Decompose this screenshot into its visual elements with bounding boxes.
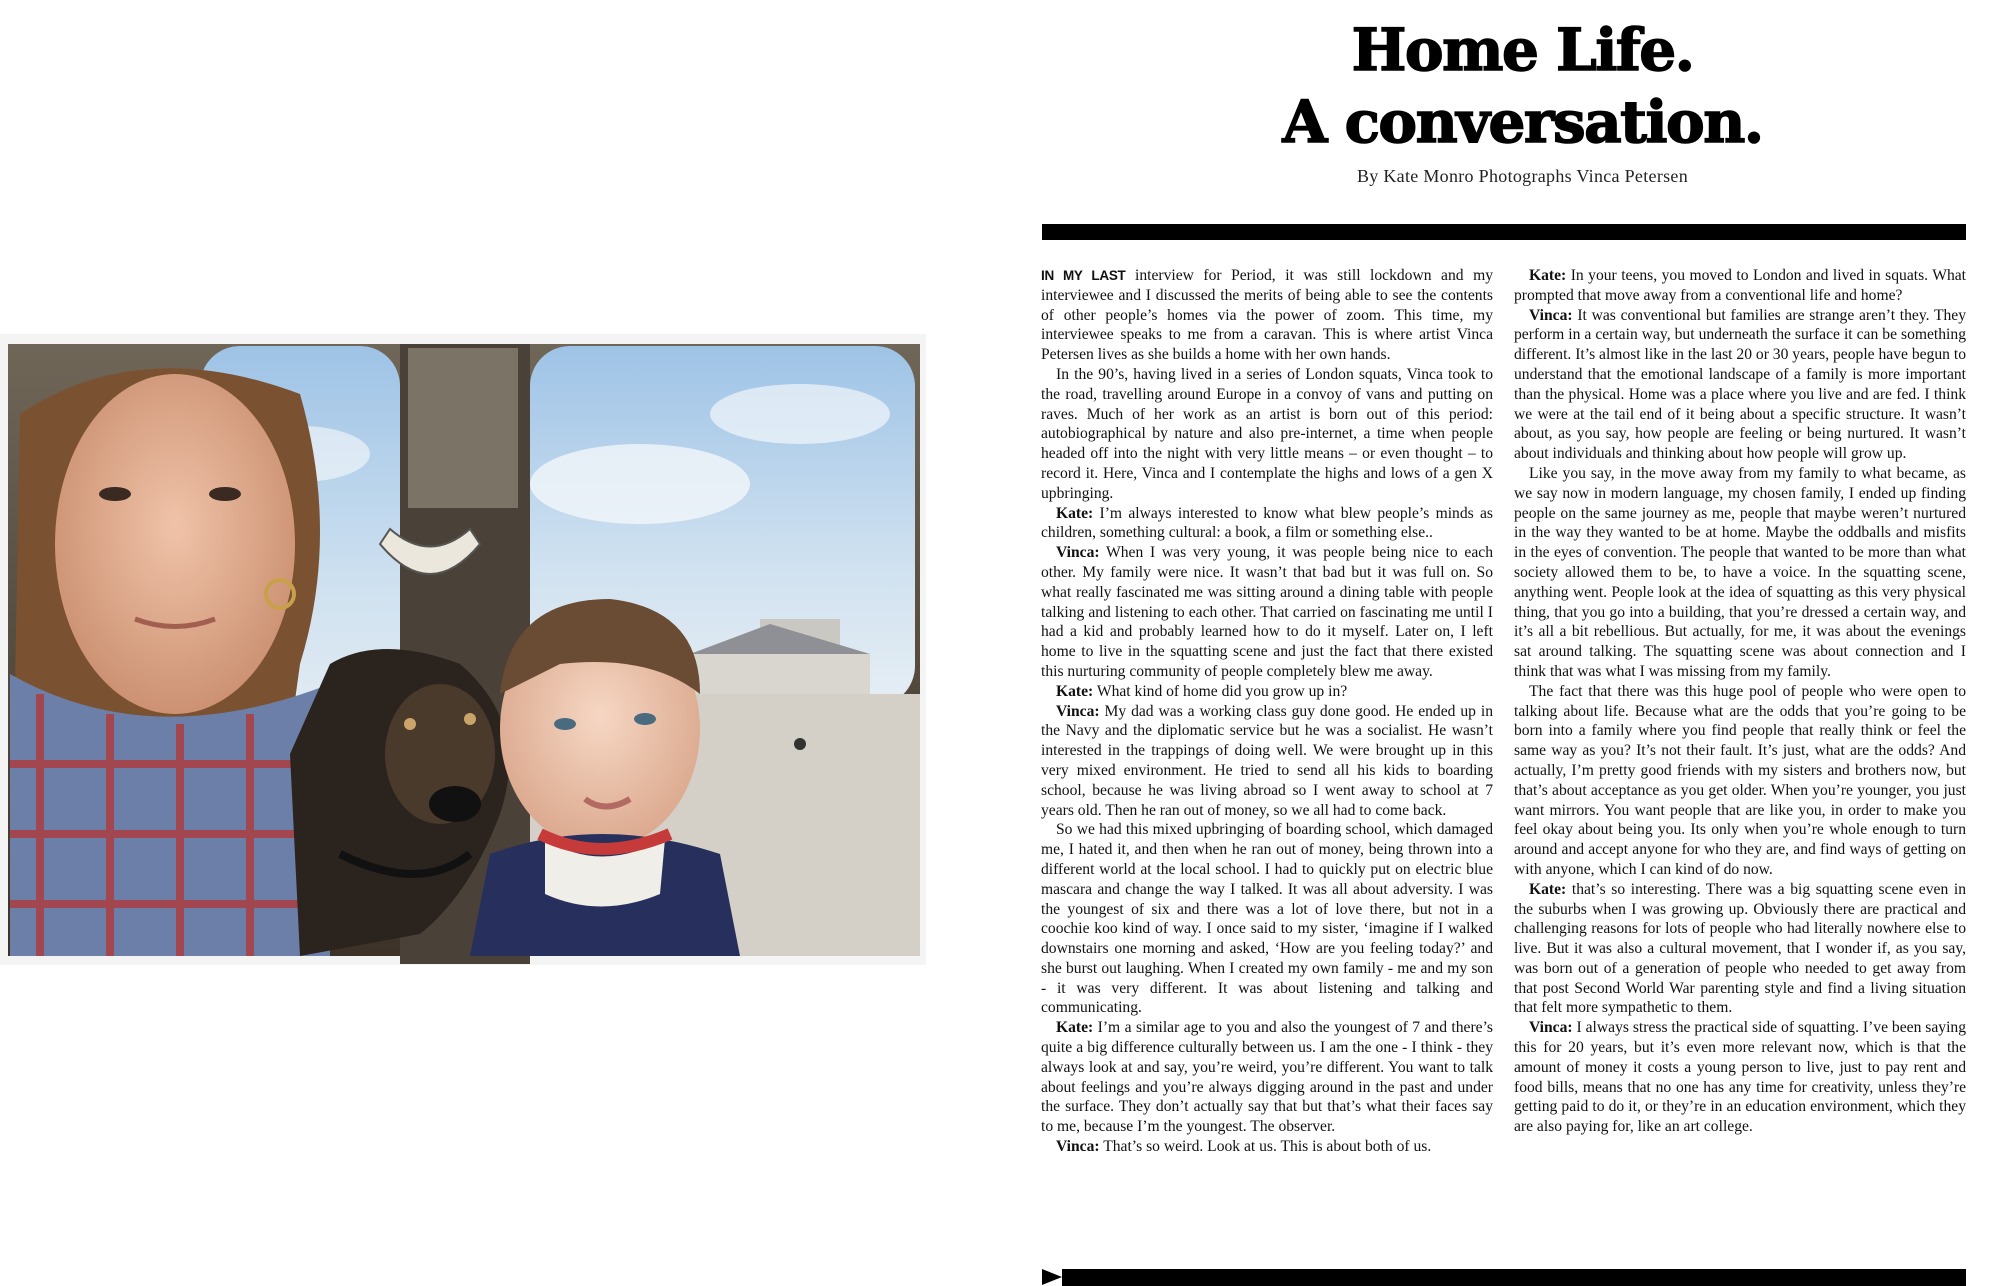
paragraph-text: I’m a similar age to you and also the youngest of 7 and there’s quite a big difference culturally between us. I am the one - I think - they always look at and say, you’re weird, you’re different. You want to talk about feelings and you’re always digging around in the past and under the surface. They don’t actually say that but that’s what their faces say to me, because I’m the youngest. The observer. bbox=[1041, 1019, 1493, 1136]
paragraph bbox=[1041, 702, 1493, 821]
speaker-label: Vinca: bbox=[1529, 306, 1573, 324]
speaker-label: Kate: bbox=[1529, 880, 1567, 898]
paragraph bbox=[1041, 820, 1493, 1018]
title-line-1: Home Life. bbox=[1351, 16, 1694, 84]
speaker-label: Vinca: bbox=[1529, 1019, 1573, 1037]
paragraph bbox=[1041, 682, 1493, 702]
right-text-column bbox=[1514, 266, 1966, 1137]
paragraph-text: I’m always interested to know what blew people’s minds as children, something cultural: a book, a film or something else.. bbox=[1041, 504, 1493, 542]
speaker-label: Kate: bbox=[1529, 267, 1567, 284]
paragraph bbox=[1041, 365, 1493, 504]
speaker-label: Kate: bbox=[1056, 1019, 1094, 1037]
paragraph-text: interview for Period, it was still lockdown and my interviewee and I discussed the merits of being able to see the contents of other people’s homes via the power of zoom. This time, my interviewee speaks to me from a caravan. This is where artist Vinca Petersen lives as she builds a home with her own hands. bbox=[1041, 267, 1493, 364]
speaker-label: Kate: bbox=[1056, 682, 1094, 700]
paragraph bbox=[1041, 543, 1493, 682]
paragraph-text: In your teens, you moved to London and lived in squats. What prompted that move away from a conventional life and home? bbox=[1514, 267, 1966, 304]
paragraph-text: Like you say, in the move away from my family to what became, as we say now in modern language, my chosen family, I ended up finding people on the same journey as me, people that maybe weren’t nurtured in the way they wanted to be at home. Maybe the oddballs and misfits in the eyes of convention. The people that wanted to be more than what society allowed them to be, to have a voice. In the squatting scene, anything went. People look at the idea of squatting as this very physical thing, that you go into a building, that you’re dressed a certain way, and it’s all a bit rebellious. But actually, for me, it was about the evenings sat around talking. The squatting scene was about connection and I think that was what I was missing from my family. bbox=[1514, 464, 1966, 680]
paragraph bbox=[1514, 880, 1966, 1019]
speaker-label: Kate: bbox=[1056, 504, 1094, 522]
bottom-divider-bar bbox=[1042, 1269, 1966, 1286]
paragraph-text: What kind of home did you grow up in? bbox=[1093, 682, 1348, 700]
paragraph bbox=[1514, 306, 1966, 464]
paragraph-text: That’s so weird. Look at us. This is about both of us. bbox=[1099, 1138, 1432, 1156]
paragraph bbox=[1041, 504, 1493, 544]
article-photograph bbox=[0, 334, 926, 965]
speaker-label: Vinca: bbox=[1056, 544, 1100, 562]
paragraph-text: So we had this mixed upbringing of boarding school, which damaged me, I hated it, and then when he ran out of money, being thrown into a different world at the local school. I had to quickly put on electric blue mascara and change the way I talked. It was all about adversity. I was the youngest of six and there was a lot of love there, but not in a coochie koo kind of way. I once said to my sister, ‘imagine if I walked downstairs one morning and asked, ‘How are you feeling today?’ and she burst out laughing. When I created my own family - me and my son - it was very different. It was about listening and talking and communicating. bbox=[1041, 821, 1493, 1017]
paragraph-text: that’s so interesting. There was a big squatting scene even in the suburbs when I was growing up. Obviously there are practical and challenging reasons for lots of people who had literally nowhere else to live. But it was also a cultural movement, that I wonder if, as you say, was born out of a generation of people who needed to get away from that post Second World War parenting style and find a living situation that felt more sympathetic to them. bbox=[1514, 880, 1966, 1017]
photo-illustration bbox=[0, 334, 926, 965]
paragraph-text: In the 90’s, having lived in a series of London squats, Vinca took to the road, travelling around Europe in a convoy of vans and putting on raves. Much of her work as an artist is born out of this period: autobiographical by nature and also pre-internet, a time when people headed off into the night with very little means – or even thought – to record it. Here, Vinca and I contemplate the highs and lows of a gen X upbringing. bbox=[1041, 365, 1493, 502]
paragraph-text: The fact that there was this huge pool of people who were open to talking about life. Because what are the odds that you’re going to be born into a family where you find people that really think or feel the same way as you? It’s not their fault. It’s just, what are the odds? And actually, I’m pretty good friends with my sisters and brothers now, but that’s about acceptance as you get older. When you’re younger, you just want mirrors. You want people that are like you, in order to make you feel okay about being you. Its only when you’re whole enough to turn around and accept anyone for who they are, and find ways of getting on with anyone, which I can kind of do now. bbox=[1514, 682, 1966, 878]
paragraph bbox=[1041, 1018, 1493, 1137]
arrow-notch-icon bbox=[1042, 1269, 1062, 1286]
paragraph-text: When I was very young, it was people being nice to each other. My family were nice. It wasn’t that bad but it was full on. So what really fascinated me was sitting around a dining table with people talking and listening to each other. That carried on fascinating me until I had a kid and probably learned how to do it myself. Later on, I left home to live in the squatting scene and just the fact that there existed this nurturing community of people completely blew me away. bbox=[1041, 544, 1493, 680]
lead-in: IN MY LAST bbox=[1041, 268, 1126, 283]
paragraph bbox=[1514, 682, 1966, 880]
left-text-column bbox=[1041, 266, 1493, 1157]
paragraph-text: My dad was a working class guy done good. He ended up in the Navy and the diplomatic service but he was a socialist. He wasn’t interested in the trappings of doing well. We were brought up in this very mixed environment. He tried to send all his kids to boarding school, because he was living abroad so I went away to school at 7 years old. Then he ran out of money, so we all had to come back. bbox=[1041, 702, 1493, 819]
speaker-label: Vinca: bbox=[1056, 1138, 1100, 1156]
paragraph bbox=[1514, 266, 1966, 306]
article-title bbox=[1040, 14, 2000, 158]
paragraph bbox=[1041, 1137, 1493, 1157]
paragraph-text: I always stress the practical side of squatting. I’ve been saying this for 20 years, but it’s even more relevant now, which is that the amount of money it costs a young person to live, just to pay rent and food bills, means that no one has any time for creativity, unless they’re getting paid to do it, or they’re in an education environment, which they are also paying for, like an art college. bbox=[1514, 1019, 1966, 1136]
paragraph bbox=[1514, 1018, 1966, 1137]
speaker-label: Vinca: bbox=[1056, 702, 1100, 720]
top-divider-bar bbox=[1042, 224, 1966, 240]
paragraph-text: It was conventional but families are strange aren’t they. They perform in a certain way, but underneath the surface it can be something different. It’s almost like in the last 20 or 30 years, people have begun to understand that the emotional landscape of a family is more important than the physical. Home was a place where you live and are fed. I think we were at the tail end of it being about a specific structure. It wasn’t about, as you say, how people are feeling or being nurtured. It wasn’t about individuals and thinking about how people will grow up. bbox=[1514, 306, 1966, 463]
title-line-2: A conversation. bbox=[1282, 88, 1763, 156]
paragraph bbox=[1041, 266, 1493, 365]
paragraph bbox=[1514, 464, 1966, 682]
article-byline: By Kate Monro Photographs Vinca Petersen bbox=[1356, 166, 1689, 186]
